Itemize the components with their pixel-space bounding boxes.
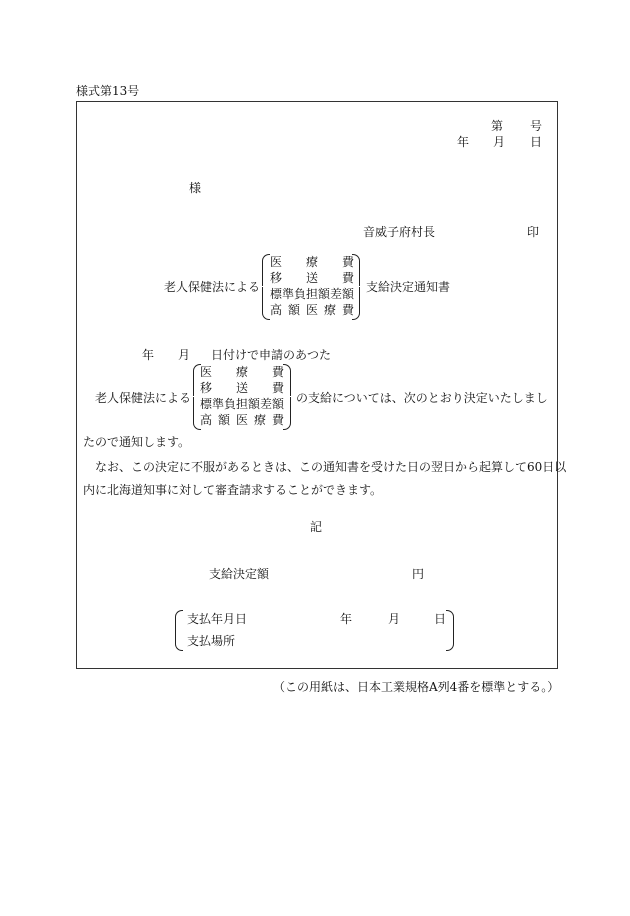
payment-month: 月: [388, 612, 401, 626]
body-option-standard: [200, 396, 284, 412]
dai-label: 第: [491, 119, 504, 133]
payment-bracket-right: [446, 610, 454, 651]
char: 高: [200, 413, 213, 427]
addressee-honorific: 様: [189, 181, 202, 195]
char: 医: [235, 413, 248, 427]
char: 高: [270, 303, 283, 317]
body-option-highcost: [200, 412, 284, 428]
body-year: 年: [142, 348, 155, 362]
char: 費: [271, 365, 284, 379]
char: 標準負担額差額: [270, 287, 355, 301]
day-label: 日: [530, 135, 543, 149]
payment-bracket-left: [175, 610, 183, 651]
payment-day: 日: [434, 612, 447, 626]
title-option-standard: [270, 286, 354, 302]
go-label: 号: [530, 119, 543, 133]
char: 医: [270, 255, 283, 269]
char: 移: [200, 381, 213, 395]
payment-year: 年: [340, 612, 353, 626]
body-option-medical: [200, 364, 284, 380]
char: 移: [270, 271, 283, 285]
char: 標準負担額差額: [200, 397, 285, 411]
payment-place-label: 支払場所: [187, 634, 236, 648]
title-option-transport: [270, 270, 354, 286]
ki-heading: 記: [310, 520, 323, 534]
title-bracket-left: [262, 254, 270, 320]
year-label: 年: [457, 135, 470, 149]
body-continuation: たので通知します。: [83, 435, 191, 449]
char: 療: [253, 413, 266, 427]
body-date-rest: 日付けで申請のあつた: [211, 348, 332, 362]
char: 療: [305, 255, 318, 269]
char: 送: [235, 381, 248, 395]
body-prefix: 老人保健法による: [95, 391, 192, 405]
title-option-highcost: [270, 302, 354, 318]
month-label: 月: [493, 135, 506, 149]
payment-date-label: 支払年月日: [187, 612, 248, 626]
char: 送: [305, 271, 318, 285]
amount-label: 支給決定額: [209, 567, 270, 581]
char: 費: [341, 303, 354, 317]
appeal-line-2: 内に北海道知事に対して審査請求することができます。: [83, 483, 383, 497]
body-month: 月: [178, 348, 191, 362]
body-suffix: の支給については、次のとおり決定いたしまし: [296, 391, 548, 405]
seal-mark: 印: [527, 225, 540, 239]
footer-note: （この用紙は、日本工業規格A列4番を標準とする。）: [273, 680, 560, 694]
title-suffix: 支給決定通知書: [366, 280, 451, 294]
notice-form: [76, 101, 558, 669]
char: 費: [341, 255, 354, 269]
char: 額: [287, 303, 300, 317]
char: 額: [217, 413, 230, 427]
char: 医: [305, 303, 318, 317]
sender-name: 音威子府村長: [363, 225, 436, 239]
form-number: 様式第13号: [76, 84, 140, 98]
char: 医: [200, 365, 213, 379]
char: 費: [271, 381, 284, 395]
amount-unit: 円: [412, 567, 425, 581]
body-option-transport: [200, 380, 284, 396]
char: 療: [323, 303, 336, 317]
body-bracket-right: [283, 364, 291, 430]
char: 療: [235, 365, 248, 379]
title-option-medical: [270, 254, 354, 270]
char: 費: [271, 413, 284, 427]
title-prefix: 老人保健法による: [164, 280, 261, 294]
appeal-line-1: なお、この決定に不服があるときは、この通知書を受けた日の翌日から起算して60日以: [95, 460, 567, 474]
char: 費: [341, 271, 354, 285]
